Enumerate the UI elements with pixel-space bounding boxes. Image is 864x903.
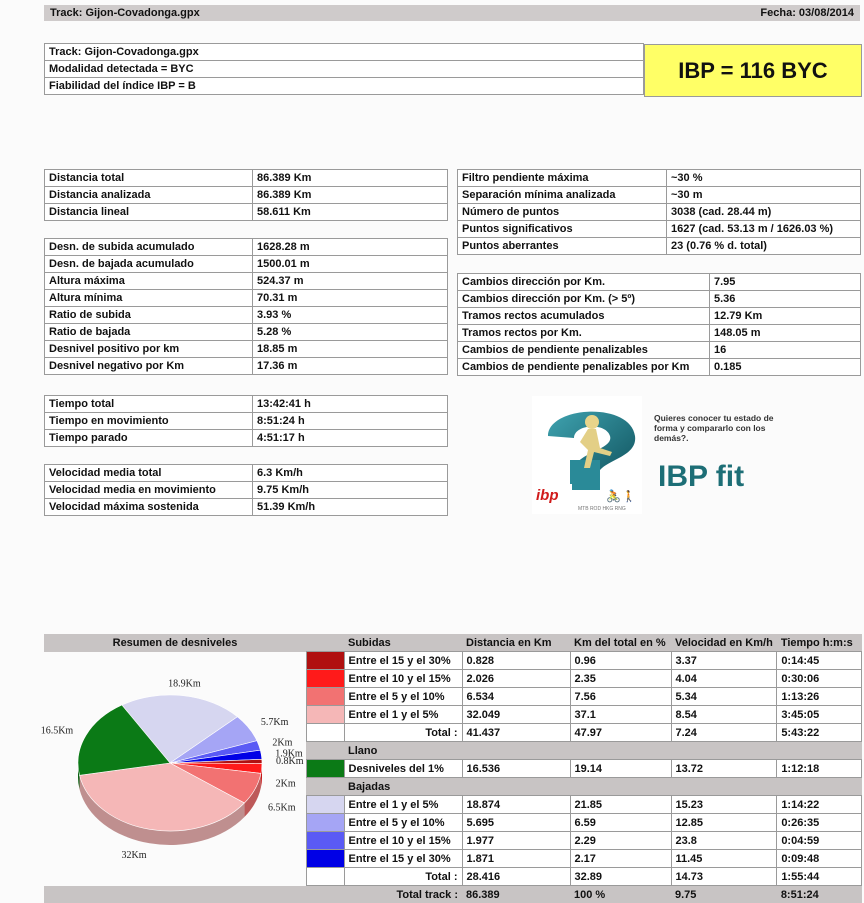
stat-row [458,359,861,376]
value-3: 1:12:18 [777,760,862,778]
stat-label: Filtro pendiente máxima [458,170,667,187]
section-label: Llano [344,742,462,760]
total-label: Total : [344,868,462,886]
stat-value: 16 [710,342,861,359]
cell [671,742,777,760]
value-3: 1:13:26 [777,688,862,706]
left-group-2 [44,395,448,447]
value-3: 0:26:35 [777,814,862,832]
stat-row [458,204,861,221]
ad-text: Quieres conocer tu estado de forma y compararlo con los demás?. [654,414,794,443]
value-3: 3:45:05 [777,706,862,724]
value-2: 3.37 [671,652,777,670]
grand-total-value-1: 100 % [570,886,671,903]
grand-total-value-2: 9.75 [671,886,777,903]
cell [671,778,777,796]
total-value-1: 47.97 [570,724,671,742]
stat-value: 13:42:41 h [253,396,448,413]
stat-row [45,465,448,482]
value-0: 18.874 [462,796,570,814]
value-3: 0:14:45 [777,652,862,670]
stat-row [45,430,448,447]
value-0: 0.828 [462,652,570,670]
swatch-head [306,634,344,652]
grand-total-value-3: 8:51:24 [777,886,862,903]
stat-label: Separación mínima analizada [458,187,667,204]
left-group-3 [44,464,448,516]
stat-label: Tiempo parado [45,430,253,447]
stat-value: 1500.01 m [253,256,448,273]
stat-label: Distancia total [45,170,253,187]
stat-row [458,342,861,359]
stat-value: 7.95 [710,274,861,291]
pie-label: 6.5Km [268,803,296,814]
stat-label: Altura mínima [45,290,253,307]
range-label: Entre el 15 y el 30% [344,652,462,670]
value-0: 6.534 [462,688,570,706]
pie-space [44,724,306,742]
subida-row [44,688,862,706]
stat-label: Tramos rectos por Km. [458,325,710,342]
value-3: 0:09:48 [777,850,862,868]
stat-value: 17.36 m [253,358,448,375]
stat-row [45,324,448,341]
stat-row [45,273,448,290]
cell [462,778,570,796]
subida-row [44,652,862,670]
summary-table [44,634,862,903]
right-group-1 [457,273,861,376]
value-2: 12.85 [671,814,777,832]
value-2: 23.8 [671,832,777,850]
bajada-row [44,796,862,814]
blank [306,886,344,903]
value-0: 1.977 [462,832,570,850]
grand-total-value-0: 86.389 [462,886,570,903]
stat-row [45,290,448,307]
pie-space [44,760,306,778]
range-label: Entre el 1 y el 5% [344,796,462,814]
info-modality: Modalidad detectada = BYC [45,61,644,78]
bajada-row [44,850,862,868]
pie-space [44,706,306,724]
cell [570,742,671,760]
stat-label: Velocidad máxima sostenida [45,499,253,516]
total-value-0: 41.437 [462,724,570,742]
stat-row [45,187,448,204]
info-reliability: Fiabilidad del índice IBP = B [45,78,644,95]
total-value-3: 1:55:44 [777,868,862,886]
left-group-0 [44,169,448,221]
stat-row [458,170,861,187]
grand-total-label: Total track : [344,886,462,903]
color-swatch [306,814,344,832]
stat-value: 3038 (cad. 28.44 m) [667,204,861,221]
header-subidas: Subidas [344,634,462,652]
stat-value: 86.389 Km [253,187,448,204]
stat-value: 1628.28 m [253,239,448,256]
value-2: 13.72 [671,760,777,778]
date-label: Fecha: 03/08/2014 [760,7,854,19]
stat-value: 3.93 % [253,307,448,324]
stat-row [458,308,861,325]
stat-row [458,221,861,238]
value-1: 21.85 [570,796,671,814]
hiker-icon: 🚶 [622,490,636,503]
stat-label: Tiempo en movimiento [45,413,253,430]
stat-label: Distancia analizada [45,187,253,204]
stat-row [45,239,448,256]
left-group-1 [44,238,448,375]
color-swatch [306,832,344,850]
pie-label: 16.5Km [41,725,74,736]
stat-row [45,256,448,273]
stat-row [45,499,448,516]
value-1: 7.56 [570,688,671,706]
range-label: Entre el 5 y el 10% [344,688,462,706]
cell [777,778,862,796]
stat-value: 6.3 Km/h [253,465,448,482]
pie-label: 1.9Km [275,748,303,759]
stat-value: 23 (0.76 % d. total) [667,238,861,255]
value-1: 2.35 [570,670,671,688]
total-value-3: 5:43:22 [777,724,862,742]
stat-row [458,187,861,204]
stat-value: 8:51:24 h [253,413,448,430]
ad-sports: MTB ROD HKG RNG [578,506,626,512]
stat-row [45,204,448,221]
pie-label: 18.9Km [168,679,201,690]
color-swatch [306,796,344,814]
value-1: 37.1 [570,706,671,724]
stat-label: Velocidad media total [45,465,253,482]
bajada-row [44,832,862,850]
header-speed: Velocidad en Km/h [671,634,777,652]
total-value-2: 14.73 [671,868,777,886]
value-0: 5.695 [462,814,570,832]
color-swatch [306,706,344,724]
stat-label: Desnivel negativo por Km [45,358,253,375]
stat-value: 524.37 m [253,273,448,290]
stat-row [45,482,448,499]
pie-space [44,850,306,868]
stat-value: 5.36 [710,291,861,308]
stat-value: 9.75 Km/h [253,482,448,499]
stat-value: 0.185 [710,359,861,376]
stat-row [458,274,861,291]
pie-title: Resumen de desniveles [44,634,306,652]
blank [44,886,306,903]
right-group-0 [457,169,861,255]
total-label: Total : [344,724,462,742]
pie-space [44,796,306,814]
value-0: 16.536 [462,760,570,778]
ibp-score: IBP = 116 BYC [678,58,827,84]
value-1: 19.14 [570,760,671,778]
stat-label: Cambios dirección por Km. (> 5º) [458,291,710,308]
pie-label: 2Km [272,737,292,748]
value-0: 2.026 [462,670,570,688]
stat-value: 86.389 Km [253,170,448,187]
pie-space [44,652,306,670]
color-swatch [306,670,344,688]
info-track: Track: Gijon-Covadonga.gpx [45,44,644,61]
total-value-0: 28.416 [462,868,570,886]
stat-label: Puntos aberrantes [458,238,667,255]
value-1: 2.29 [570,832,671,850]
pie-label: 32Km [122,850,147,861]
stat-label: Desnivel positivo por km [45,341,253,358]
color-swatch [306,850,344,868]
header-distance: Distancia en Km [462,634,570,652]
range-label: Entre el 10 y el 15% [344,670,462,688]
pie-label: 2Km [276,778,296,789]
blank [306,742,344,760]
pie-space [44,832,306,850]
header-percent: Km del total en % [570,634,671,652]
stat-label: Velocidad media en movimiento [45,482,253,499]
track-info-table [44,43,644,95]
pie-label: 5.7Km [261,717,289,728]
stat-row [458,238,861,255]
stat-label: Cambios de pendiente penalizables [458,342,710,359]
subidas-total-row [44,724,862,742]
value-2: 11.45 [671,850,777,868]
header-time: Tiempo h:m:s [777,634,862,652]
cell [777,742,862,760]
stat-value: 18.85 m [253,341,448,358]
value-3: 0:30:06 [777,670,862,688]
llano-section [44,742,862,760]
stat-label: Puntos significativos [458,221,667,238]
stat-value: 51.39 Km/h [253,499,448,516]
llano-row [44,760,862,778]
value-1: 6.59 [570,814,671,832]
stat-value: 70.31 m [253,290,448,307]
range-label: Entre el 15 y el 30% [344,850,462,868]
color-swatch [306,652,344,670]
section-label: Bajadas [344,778,462,796]
stat-label: Distancia lineal [45,204,253,221]
cell [570,778,671,796]
value-2: 8.54 [671,706,777,724]
summary-header [44,634,862,652]
stat-label: Tramos rectos acumulados [458,308,710,325]
range-label: Entre el 10 y el 15% [344,832,462,850]
value-2: 4.04 [671,670,777,688]
stat-label: Número de puntos [458,204,667,221]
stat-label: Ratio de bajada [45,324,253,341]
stat-value: ~30 m [667,187,861,204]
range-label: Entre el 5 y el 10% [344,814,462,832]
pie-space [44,814,306,832]
stat-row [458,291,861,308]
stat-value: ~30 % [667,170,861,187]
value-2: 5.34 [671,688,777,706]
title-bar [44,5,860,21]
pie-space [44,688,306,706]
stat-label: Cambios de pendiente penalizables por Km [458,359,710,376]
stat-row [45,396,448,413]
stat-value: 58.611 Km [253,204,448,221]
stat-label: Tiempo total [45,396,253,413]
pie-space [44,742,306,760]
ibp-score-box [644,44,862,97]
range-label: Entre el 1 y el 5% [344,706,462,724]
blank [306,724,344,742]
bajadas-total-row [44,868,862,886]
subida-row [44,706,862,724]
pie-space [44,670,306,688]
grand-total-row [44,886,862,903]
value-1: 2.17 [570,850,671,868]
value-3: 0:04:59 [777,832,862,850]
stat-value: 5.28 % [253,324,448,341]
stat-value: 12.79 Km [710,308,861,325]
stat-value: 4:51:17 h [253,430,448,447]
stat-row [458,325,861,342]
value-1: 0.96 [570,652,671,670]
total-value-1: 32.89 [570,868,671,886]
bajadas-section [44,778,862,796]
blank [306,868,344,886]
blank [306,778,344,796]
value-0: 32.049 [462,706,570,724]
stat-label: Desn. de bajada acumulado [45,256,253,273]
subida-row [44,670,862,688]
cell [462,742,570,760]
stat-row [45,358,448,375]
value-2: 15.23 [671,796,777,814]
ibp-logo-mark: ibp [536,487,559,504]
stat-value: 1627 (cad. 53.13 m / 1626.03 %) [667,221,861,238]
color-swatch [306,760,344,778]
stat-label: Desn. de subida acumulado [45,239,253,256]
stat-label: Altura máxima [45,273,253,290]
total-value-2: 7.24 [671,724,777,742]
stat-row [45,341,448,358]
pie-space [44,868,306,886]
ibp-fit-ad[interactable] [530,396,790,514]
range-label: Desniveles del 1% [344,760,462,778]
color-swatch [306,688,344,706]
stat-label: Ratio de subida [45,307,253,324]
ad-brand: IBP fit [658,460,744,494]
stat-row [45,307,448,324]
pie-label: 0.8Km [276,756,304,767]
figure-head-icon [585,415,599,429]
track-title: Track: Gijon-Covadonga.gpx [50,7,200,19]
pie-space [44,778,306,796]
stat-value: 148.05 m [710,325,861,342]
bajada-row [44,814,862,832]
value-0: 1.871 [462,850,570,868]
runner-icon: 🚴 [606,489,621,503]
stat-row [45,413,448,430]
value-3: 1:14:22 [777,796,862,814]
stat-label: Cambios dirección por Km. [458,274,710,291]
stat-row [45,170,448,187]
